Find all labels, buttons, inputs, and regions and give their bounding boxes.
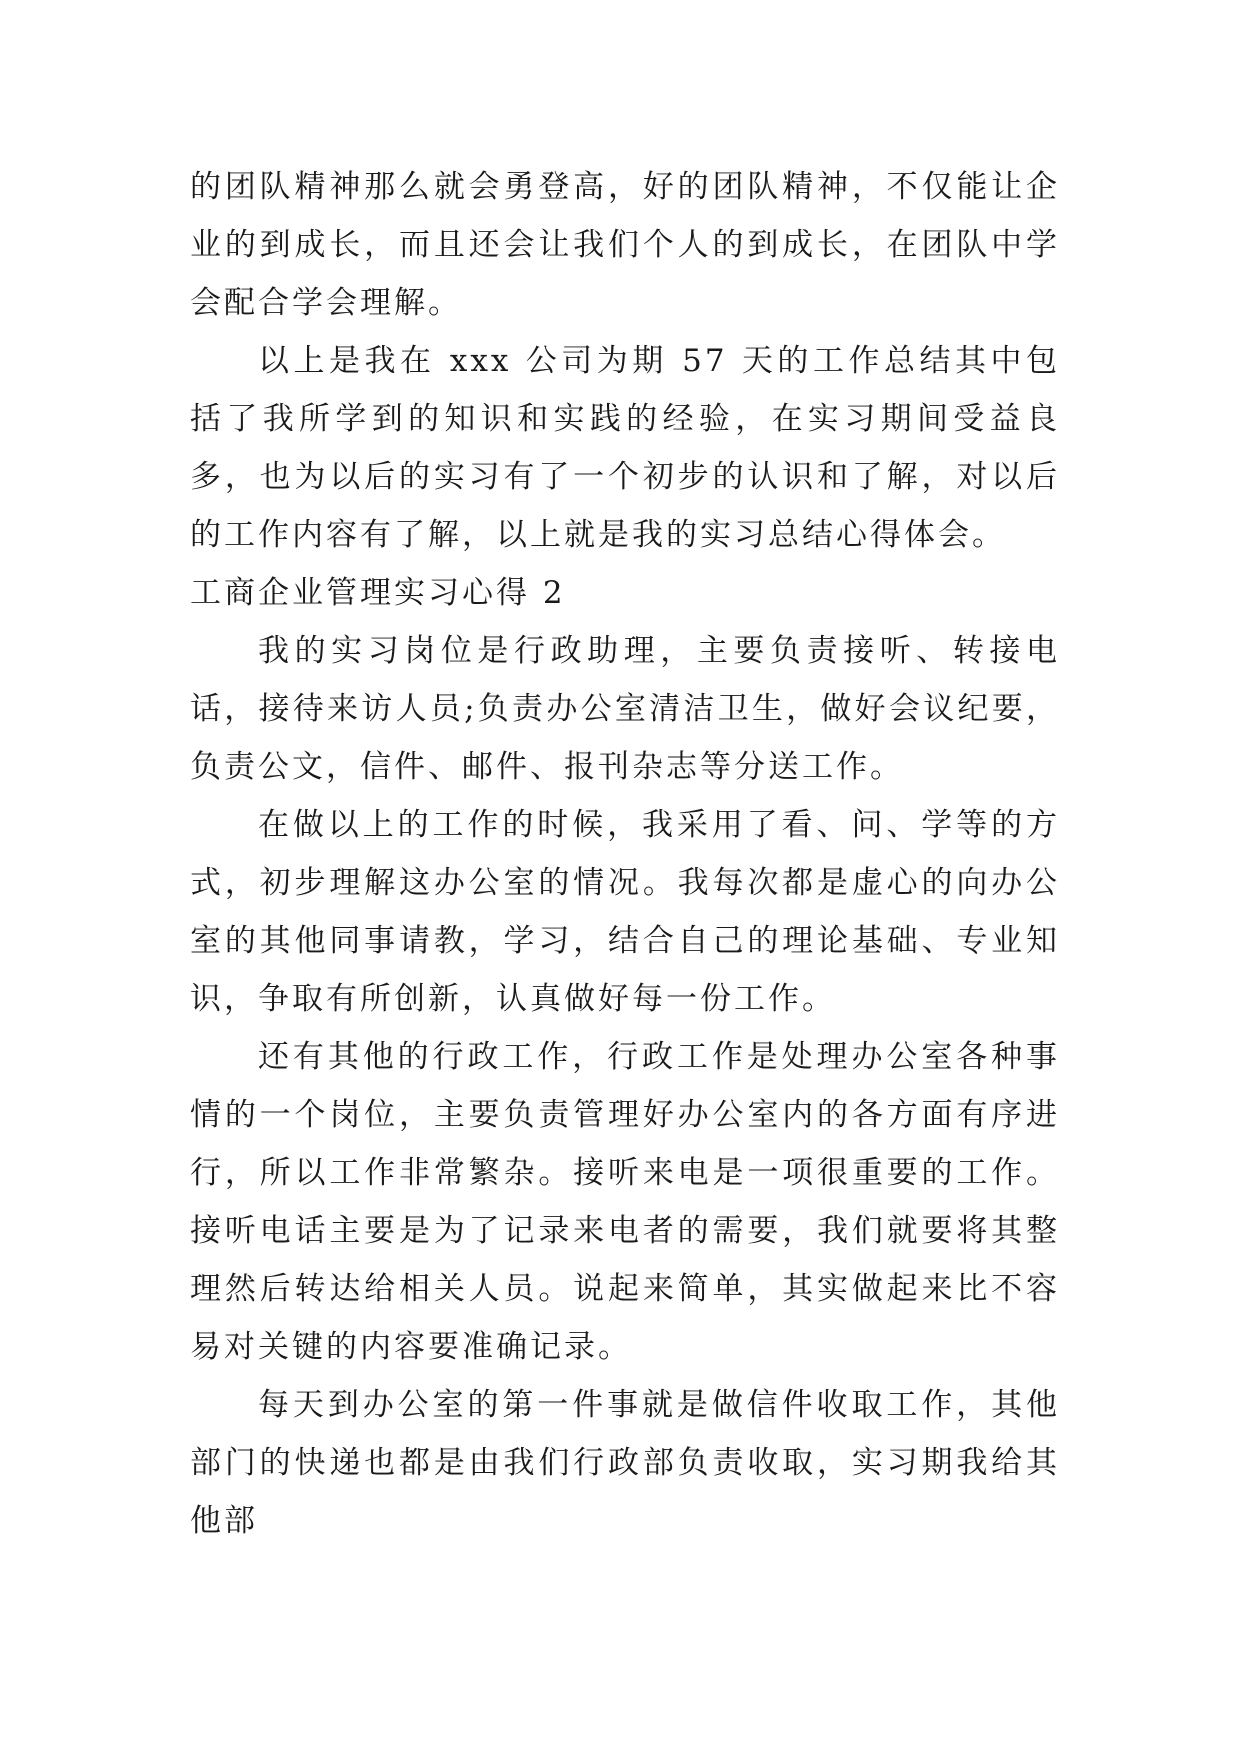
paragraph-administrative-work: 还有其他的行政工作，行政工作是处理办公室各种事情的一个岗位，主要负责管理好办公室内的各方面有序进行，所以工作非常繁杂。接听来电是一项很重要的工作。接听电话主要是为了记录来电者的需要，我们就要将其整理然后转达给相关人员。说起来简单，其实做起来比不容易对关键的内容要准确记录。 bbox=[190, 1039, 1060, 1365]
paragraph-learning-approach: 在做以上的工作的时候，我采用了看、问、学等的方式，初步理解这办公室的情况。我每次都是虚心的向办公室的其他同事请教，学习，结合自己的理论基础、专业知识，争取有所创新，认真做好每一份工作。 bbox=[190, 807, 1060, 1017]
document-body bbox=[190, 158, 1060, 1550]
paragraph-job-duties: 我的实习岗位是行政助理，主要负责接听、转接电话，接待来访人员;负责办公室清洁卫生，做好会议纪要，负责公文，信件、邮件、报刊杂志等分送工作。 bbox=[190, 633, 1060, 785]
paragraph-continuation: 的团队精神那么就会勇登高，好的团队精神，不仅能让企业的到成长，而且还会让我们个人的到成长，在团队中学会配合学会理解。 bbox=[190, 169, 1060, 321]
paragraph-summary: 以上是我在 xxx 公司为期 57 天的工作总结其中包括了我所学到的知识和实践的经验，在实习期间受益良多，也为以后的实习有了一个初步的认识和了解，对以后的工作内容有了解，以上就是我的实习总结心得体会。 bbox=[190, 343, 1060, 553]
paragraph-daily-mail: 每天到办公室的第一件事就是做信件收取工作，其他部门的快递也都是由我们行政部负责收取，实习期我给其他部 bbox=[190, 1387, 1060, 1539]
section-title: 工商企业管理实习心得 2 bbox=[190, 575, 566, 611]
